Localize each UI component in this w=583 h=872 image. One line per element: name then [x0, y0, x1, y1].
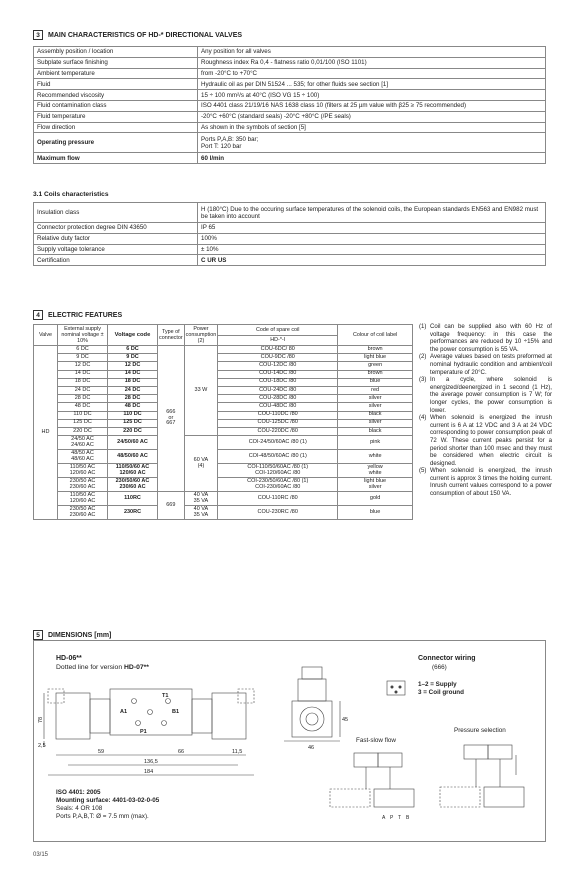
symbol-t: T — [398, 815, 402, 821]
coil-label-colour: black — [338, 411, 413, 419]
table-row — [34, 57, 546, 68]
insulation-value: H (180°C) Due to the occuring surface temperatures of the solenoid coils, the European standards EN563 and EN982 must be taken into account — [198, 203, 546, 223]
supply-voltage-60: 120/60 AC — [69, 469, 96, 476]
voltage-code: 230RC — [108, 506, 158, 520]
symbol-a: A — [382, 815, 386, 821]
row-label: Fluid — [34, 79, 198, 90]
voltage-code-line: 230/50/60 AC — [115, 477, 150, 484]
table-row — [34, 244, 546, 255]
supply-voltage — [58, 506, 108, 520]
table-row — [34, 362, 413, 370]
note-number: (4) — [419, 414, 427, 422]
coil-label-colour — [338, 478, 413, 492]
spare-coil-code: COU-6DC/ 80 — [218, 346, 338, 354]
note-text: When solenoid is energized the inrush current is 6 A at 12 VDC and 3 A at 24 VDC corresponding to power consumption peak of 72 W. These current peaks persist for a period shorter than 100 msec and they must be considered when electric circuit is designed. — [430, 414, 552, 467]
max-flow-value: 60 l/min — [198, 153, 546, 164]
supply-voltage-60: 48/60 AC — [71, 455, 94, 462]
table-row — [34, 419, 413, 427]
row-label: Assembly position / location — [34, 47, 198, 58]
supply-voltage-60: 230/60 AC — [69, 483, 96, 490]
dim-184: 184 — [144, 769, 154, 775]
row-value: As shown in the symbols of section [5] — [198, 122, 546, 133]
table-row — [34, 354, 413, 362]
fast-slow-symbol — [324, 745, 424, 829]
pressure-line-2: Port T: 120 bar — [201, 142, 242, 150]
valve-front-view-drawing — [38, 671, 278, 781]
row-value: ISO 4401 class 21/19/16 NAS 1638 class 10 (filters at 25 µm value with β25 ≥ 75 recommended) — [198, 100, 546, 111]
port-t1-label: T1 — [162, 693, 169, 699]
dim-115: 11,5 — [232, 749, 243, 755]
voltage-code: 48/50/60 AC — [108, 450, 158, 464]
spare-coil-code: COU-24DC /80 — [218, 386, 338, 394]
coil-label-colour: white — [338, 450, 413, 464]
dotted-line-prefix: Dotted line for version — [56, 664, 125, 671]
row-label: Flow direction — [34, 122, 198, 133]
row-label: Recommended viscosity — [34, 90, 198, 101]
table-row — [34, 90, 546, 101]
header-spare-coil-sub: HD-*-I — [218, 335, 338, 346]
iso-title: ISO 4401: 2005 — [56, 789, 101, 796]
ground-label: 3 = Coil ground — [418, 689, 465, 696]
note-text: When solenoid is energized, the inrush current is approx 3 times the holding current. Inrush current values correspond to a power consumption of about 150 VA. — [430, 467, 552, 498]
table-row — [34, 255, 546, 266]
row-value: Any position for all valves — [198, 47, 546, 58]
supply-voltage — [58, 450, 108, 464]
table-row — [34, 111, 546, 122]
coil-label-colour: silver — [338, 403, 413, 411]
pressure-selection-symbol — [434, 735, 544, 829]
coil-label-colour: red — [338, 386, 413, 394]
section-number: 3 — [33, 30, 43, 40]
coil-label-colour — [338, 464, 413, 478]
row-value: ± 10% — [198, 244, 546, 255]
voltage-code-line: 230/60 AC — [119, 483, 146, 490]
supply-voltage: 9 DC — [58, 354, 108, 362]
coils-subheading: 3.1 Coils characteristics — [33, 191, 109, 198]
coil-label-colour: silver — [338, 419, 413, 427]
header-voltage-code: Voltage code — [108, 325, 158, 346]
power-consumption — [184, 492, 218, 506]
spare-coil-code: COU-48DC /80 — [218, 403, 338, 411]
spare-coil-line: COI-120/60AC /80 — [255, 469, 301, 476]
header-spare-coil: Code of spare coil — [218, 325, 338, 336]
header-valve: Valve — [34, 325, 58, 346]
colour-line: light blue — [364, 477, 387, 484]
spare-coil-code: COU-110DC /80 — [218, 411, 338, 419]
supply-voltage: 125 DC — [58, 419, 108, 427]
note-item — [419, 376, 552, 414]
voltage-code: 6 DC — [108, 346, 158, 354]
table-row — [34, 478, 413, 492]
table-row — [34, 79, 546, 90]
section-5-header — [33, 630, 111, 640]
table-row — [34, 506, 413, 520]
row-label: Fluid temperature — [34, 111, 198, 122]
supply-voltage: 220 DC — [58, 427, 108, 435]
supply-voltage — [58, 478, 108, 492]
row-value: -20°C +60°C (standard seals) -20°C +80°C (/PE seals) — [198, 111, 546, 122]
operating-pressure-label: Operating pressure — [34, 133, 198, 153]
table-row — [34, 436, 413, 450]
table-row — [34, 203, 546, 223]
header-power: Power consumption (2) — [185, 326, 217, 344]
supply-voltage-50: 110/50 AC — [69, 491, 96, 498]
section-title: ELECTRIC FEATURES — [48, 311, 123, 319]
dim-78: 78 — [38, 716, 44, 723]
table-header-row — [34, 325, 413, 336]
valve-cell: HD — [34, 346, 58, 520]
header-connector: Type of connector — [158, 325, 185, 346]
supply-voltage: 24 DC — [58, 386, 108, 394]
row-label: Supply voltage tolerance — [34, 244, 198, 255]
spare-coil-code — [218, 478, 338, 492]
spare-coil-line: COI-230/60AC /80 — [255, 483, 301, 490]
spare-coil-line: COI-110/50/60AC /80 (1) — [247, 463, 309, 470]
table-row — [34, 233, 546, 244]
coils-table — [33, 202, 546, 266]
table-row — [34, 122, 546, 133]
certification-value: C UR US — [198, 255, 546, 266]
row-label: Ambient temperature — [34, 68, 198, 79]
max-flow-label: Maximum flow — [34, 153, 198, 164]
spare-coil-code: COU-18DC /80 — [218, 378, 338, 386]
voltage-code: 110 DC — [108, 411, 158, 419]
supply-voltage: 14 DC — [58, 370, 108, 378]
supply-voltage-50: 48/50 AC — [71, 449, 94, 456]
section-3-header — [33, 30, 242, 40]
spare-coil-code: COU-230RC /80 — [218, 506, 338, 520]
note-item — [419, 467, 552, 497]
spare-coil-code: COI-24/50/60AC /80 (1) — [218, 436, 338, 450]
symbol-p: P — [390, 815, 394, 821]
supply-voltage — [58, 464, 108, 478]
note-text: In a cycle, where solenoid is energized/deenergized in 1 second (1 Hz), the average power consumption is 7 W; for longer cycles, the power consumption is lower. — [430, 376, 552, 414]
power-line: 35 VA — [193, 497, 209, 504]
dimensions-box — [33, 640, 546, 842]
colour-line: white — [368, 469, 382, 476]
row-label: Fluid contamination class — [34, 100, 198, 111]
certification-label: Certification — [34, 255, 198, 266]
port-a1-label: A1 — [120, 709, 128, 715]
connector-code: (666) — [432, 664, 447, 671]
coil-label-colour: gold — [338, 492, 413, 506]
colour-line: silver — [368, 483, 382, 490]
insulation-label: Insulation class — [34, 203, 198, 223]
supply-voltage-60: 24/60 AC — [71, 441, 94, 448]
voltage-code: 12 DC — [108, 362, 158, 370]
supply-voltage: 28 DC — [58, 395, 108, 403]
model-title: HD-06** — [56, 655, 82, 662]
table-row — [34, 223, 546, 234]
supply-label: 1–2 = Supply — [418, 681, 457, 688]
pressure-line-1: Ports P,A,B: 350 bar; — [201, 135, 259, 143]
supply-voltage-60: 120/60 AC — [69, 497, 96, 504]
voltage-code: 14 DC — [108, 370, 158, 378]
coil-label-colour: black — [338, 427, 413, 435]
spare-coil-code — [218, 464, 338, 478]
table-row — [34, 100, 546, 111]
voltage-code-line: 120/60 AC — [119, 469, 146, 476]
table-row — [34, 346, 413, 354]
row-label: Subplate surface finishing — [34, 57, 198, 68]
connector-pin-icon — [382, 675, 412, 699]
mounting-surface: Mounting surface: 4401-03-02-0-05 — [56, 797, 160, 804]
ports-text: Ports P,A,B,T: Ø = 7.5 mm (max). — [56, 813, 149, 820]
table-row — [34, 378, 413, 386]
note-number: (1) — [419, 323, 427, 330]
fast-slow-label: Fast-slow flow — [356, 737, 396, 744]
table-row — [34, 411, 413, 419]
note-text: Coil can be supplied also with 60 Hz of voltage frequency: in this case the performances are reduced by 10 ÷15% and the power consumption is 55 VA. — [430, 323, 552, 353]
table-row — [34, 403, 413, 411]
dim-25: 2,5 — [38, 743, 46, 749]
supply-voltage: 48 DC — [58, 403, 108, 411]
voltage-code — [108, 464, 158, 478]
supply-voltage-50: 230/50 AC — [69, 505, 96, 512]
note-number: (5) — [419, 467, 427, 475]
row-label: Relative duty factor — [34, 233, 198, 244]
spare-coil-code: COU-28DC /80 — [218, 395, 338, 403]
voltage-code: 48 DC — [108, 403, 158, 411]
voltage-code: 24 DC — [108, 386, 158, 394]
supply-voltage — [58, 436, 108, 450]
symbol-b: B — [406, 815, 410, 821]
supply-voltage-50: 230/50 AC — [69, 477, 96, 484]
dim-59: 59 — [98, 749, 105, 755]
note-number: (2) — [419, 353, 427, 361]
power-consumption — [184, 506, 218, 520]
power-consumption: 60 VA (4) — [184, 436, 218, 492]
coil-label-colour: blue — [338, 506, 413, 520]
section-4-header — [33, 310, 122, 320]
supply-voltage-60: 230/60 AC — [69, 511, 96, 518]
coil-label-colour: brown — [338, 346, 413, 354]
header-external-supply: External supply nominal voltage ± 10% — [58, 325, 108, 346]
supply-voltage: 18 DC — [58, 378, 108, 386]
row-value: 100% — [198, 233, 546, 244]
power-line: 40 VA — [193, 505, 209, 512]
dotted-line-model: HD-07** — [124, 664, 149, 671]
table-row — [34, 492, 413, 506]
spare-coil-code: COU-220DC /80 — [218, 427, 338, 435]
port-p1-label: P1 — [140, 729, 147, 735]
section-number: 5 — [33, 630, 43, 640]
row-label: Connector protection degree DIN 43650 — [34, 223, 198, 234]
voltage-code: 28 DC — [108, 395, 158, 403]
dim-1365: 136,5 — [144, 759, 158, 765]
spare-coil-code: COU-9DC /80 — [218, 354, 338, 362]
voltage-code: 125 DC — [108, 419, 158, 427]
voltage-code: 18 DC — [108, 378, 158, 386]
supply-voltage: 12 DC — [58, 362, 108, 370]
power-consumption: 33 W — [184, 346, 218, 436]
header-colour: Colour of coil label — [338, 325, 413, 346]
supply-voltage-50: 110/50 AC — [69, 463, 96, 470]
coil-label-colour: light blue — [338, 354, 413, 362]
voltage-code: 220 DC — [108, 427, 158, 435]
voltage-code: 9 DC — [108, 354, 158, 362]
power-line: 35 VA — [193, 511, 209, 518]
voltage-code-line: 110/50/60 AC — [115, 463, 150, 470]
electric-features-table — [33, 324, 413, 520]
connector-wiring-title: Connector wiring — [418, 655, 476, 662]
voltage-code: 24/50/60 AC — [108, 436, 158, 450]
row-value: from -20°C to +70°C — [198, 68, 546, 79]
coil-label-colour: green — [338, 362, 413, 370]
row-value: Roughness index Ra 0,4 - flatness ratio 0,01/100 (ISO 1101) — [198, 57, 546, 68]
table-row — [34, 450, 413, 464]
section-title: DIMENSIONS [mm] — [48, 631, 112, 639]
operating-pressure-value — [198, 133, 546, 153]
seals-text: Seals: 4 OR 108 — [56, 805, 103, 812]
page-footer: 03/15 — [33, 852, 49, 858]
dim-66: 66 — [178, 749, 185, 755]
supply-voltage — [58, 492, 108, 506]
power-line: 40 VA — [193, 491, 209, 498]
table-row — [34, 133, 546, 153]
coil-label-colour: pink — [338, 436, 413, 450]
table-row — [34, 47, 546, 58]
note-text: Average values based on tests preformed at nominal hydraulic condition and ambient/coil temperature of 20°C. — [430, 353, 552, 376]
voltage-code: 110RC — [108, 492, 158, 506]
note-item — [419, 323, 552, 353]
dim-45: 45 — [342, 717, 349, 723]
coil-label-colour: blue — [338, 378, 413, 386]
supply-voltage: 110 DC — [58, 411, 108, 419]
table-row — [34, 68, 546, 79]
colour-line: yellow — [367, 463, 383, 470]
electric-notes — [419, 323, 552, 498]
table-row — [34, 370, 413, 378]
row-value: Hydraulic oil as per DIN 51524 ... 535; for other fluids see section [1] — [198, 79, 546, 90]
table-row — [34, 386, 413, 394]
spare-coil-code: COU-125DC /80 — [218, 419, 338, 427]
table-row — [34, 395, 413, 403]
spare-coil-code: COU-110RC /80 — [218, 492, 338, 506]
section-number: 4 — [33, 310, 43, 320]
row-value: IP 65 — [198, 223, 546, 234]
note-item — [419, 414, 552, 467]
spare-coil-code: COU-12DC /80 — [218, 362, 338, 370]
table-row — [34, 464, 413, 478]
spare-coil-code: COI-48/50/60AC /80 (1) — [218, 450, 338, 464]
row-value: 15 ÷ 100 mm²/s at 40°C (ISO VG 15 ÷ 100) — [198, 90, 546, 101]
dim-46: 46 — [308, 745, 315, 751]
note-number: (3) — [419, 376, 427, 384]
voltage-code — [108, 478, 158, 492]
table-row — [34, 427, 413, 435]
main-characteristics-table — [33, 46, 546, 164]
table-row — [34, 153, 546, 164]
supply-voltage-50: 24/50 AC — [71, 435, 94, 442]
connector-type: 669 — [158, 492, 185, 520]
connector-type: 666 or 667 — [158, 346, 185, 492]
coil-label-colour: brown — [338, 370, 413, 378]
supply-voltage: 6 DC — [58, 346, 108, 354]
port-b1-label: B1 — [172, 709, 180, 715]
section-title: MAIN CHARACTERISTICS OF HD-* DIRECTIONAL VALVES — [48, 31, 243, 39]
pressure-selection-label: Pressure selection — [454, 727, 506, 734]
note-item — [419, 353, 552, 376]
spare-coil-code: COU-14DC /80 — [218, 370, 338, 378]
valve-side-view-drawing — [274, 663, 359, 753]
coil-label-colour: silver — [338, 395, 413, 403]
spare-coil-line: COI-230/50/60AC /80 (1) — [247, 477, 309, 484]
